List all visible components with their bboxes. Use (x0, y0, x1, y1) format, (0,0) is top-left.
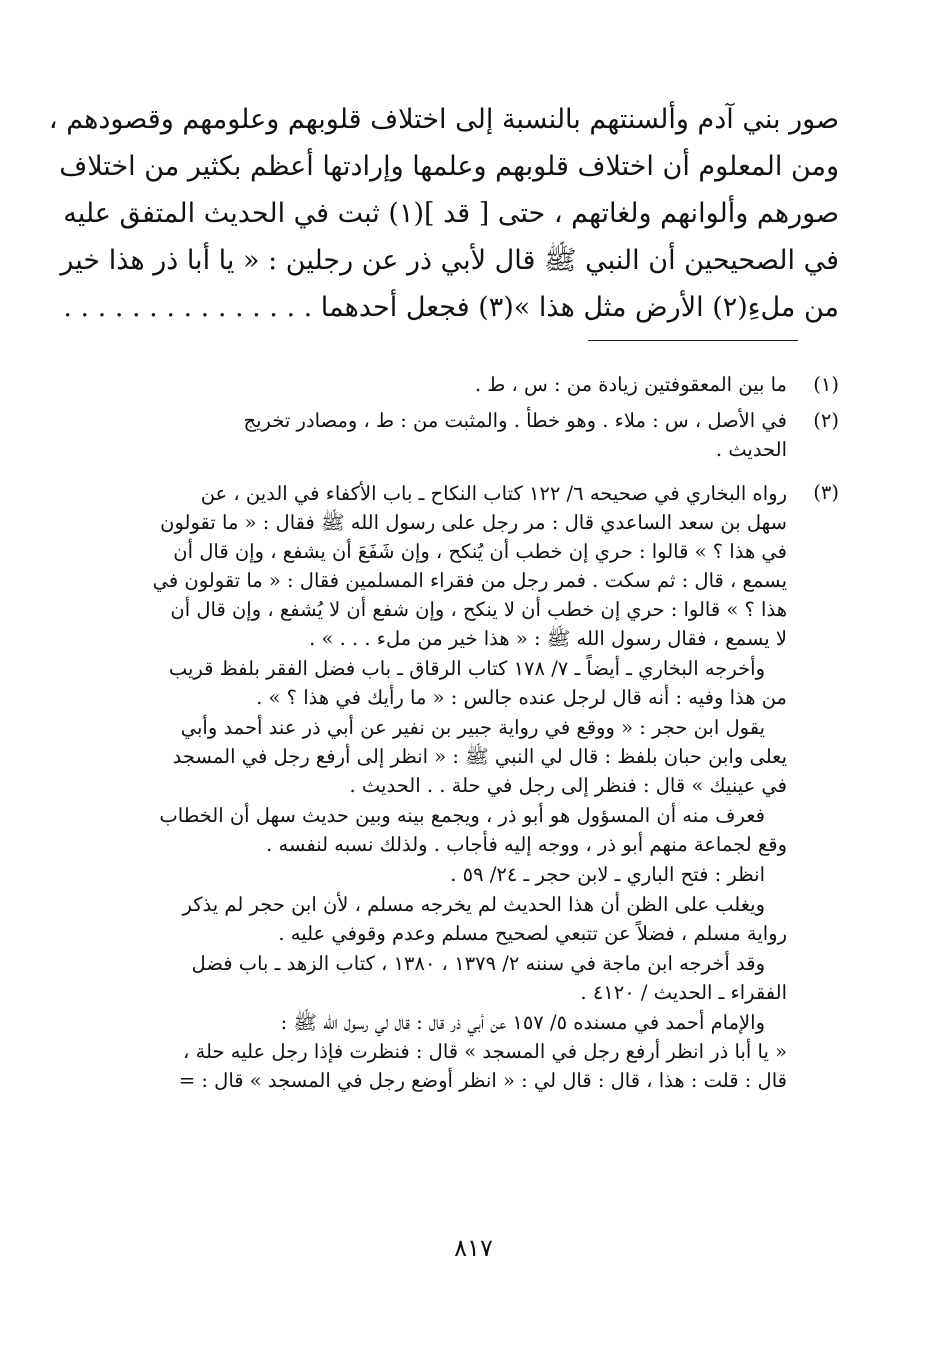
footnote-line: في هذا ؟ » قالوا : حري إن خطب أن يُنكح ، وإن شَفَعَ أن يشفع ، وإن قال أن (173, 540, 787, 563)
footnote-line: ويغلب على الظن أن هذا الحديث لم يخرجه مسلم ، لأن ابن حجر لم يذكر (182, 893, 765, 916)
footnote-paragraph (130, 1008, 787, 1095)
footnote-line: وقد أخرجه ابن ماجة في سننه ٢/ ١٣٧٩ ، ١٣٨٠ ، كتاب الزهد ـ باب فضل (191, 952, 765, 975)
footnote-line: فعرف منه أن المسؤول هو أبو ذر ، ويجمع بينه وبين حديث سهل أن الخطاب (159, 804, 765, 827)
footnote-line: انظر : فتح الباري ـ لابن حجر ـ ٢٤/ ٥٩ . (450, 863, 765, 886)
footnote-line: يعلى وابن حبان بلفظ : قال لي النبي ﷺ : « انظر إلى أرفع رجل في المسجد (172, 745, 787, 768)
footnote-line: والإمام أحمد في مسنده ٥/ ١٥٧ عن أبي ذر قال : قال لي رسول الله ﷺ : (280, 1011, 765, 1034)
footnote-line: في الأصل ، س : ملاء . وهو خطأ . والمثبت من : ط ، ومصادر تخريج (243, 409, 787, 432)
footnote-line: يقول ابن حجر : « ووقع في رواية جبير بن نفير عن أبي ذر عند أحمد وأبي (180, 716, 765, 739)
footnote-line: لا يسمع ، فقال رسول الله ﷺ : « هذا خير من ملء . . . » . (309, 627, 787, 650)
footnote-paragraph (130, 479, 787, 653)
footnote-number: (٣) (813, 481, 839, 504)
footnote-paragraph (130, 890, 787, 948)
main-text (48, 96, 839, 331)
footnote-line: قال : قلت : هذا ، قال : قال لي : « انظر أوضع رجل في المسجد » قال : = (178, 1069, 787, 1092)
footnote-paragraph (130, 860, 787, 889)
footnote-number: (١) (813, 373, 839, 396)
footnote-number: (٢) (813, 409, 839, 432)
footnote-line: الحديث . (715, 438, 787, 461)
footnote-separator (588, 340, 798, 341)
footnote-line: في عينيك » قال : فنظر إلى رجل في حلة . . الحديث . (349, 774, 787, 797)
main-line: من ملءِ(٢) الأرض مثل هذا »(٣) فجعل أحدهما . . . . . . . . . . . . . . . (63, 292, 839, 323)
footnote-line: وأخرجه البخاري ـ أيضاً ـ ٧/ ١٧٨ كتاب الرقاق ـ باب فضل الفقر بلفظ قريب (168, 657, 765, 680)
footnote-paragraph (130, 713, 787, 800)
footnote-paragraph (130, 949, 787, 1007)
footnote-2 (130, 406, 839, 464)
footnote-line: ما بين المعقوفتين زيادة من : س ، ط . (474, 373, 787, 396)
main-line: ومن المعلوم أن اختلاف قلوبهم وعلمها وإرادتها أعظم بكثير من اختلاف (59, 151, 839, 182)
main-line: صورهم وألوانهم ولغاتهم ، حتى [ قد ](١) ثبت في الحديث المتفق عليه (63, 198, 839, 229)
footnote-line: رواية مسلم ، فضلاً عن تتبعي لصحيح مسلم وعدم وقوفي عليه . (278, 922, 787, 945)
footnote-line: من هذا وفيه : أنه قال لرجل عنده جالس : « ما رأيك في هذا ؟ » . (256, 686, 787, 709)
footnote-1 (130, 370, 839, 399)
main-line: في الصحيحين أن النبي ﷺ قال لأبي ذر عن رجلين : « يا أبا ذر هذا خير (60, 245, 839, 276)
footnote-paragraph (130, 654, 787, 712)
footnote-line: وقع لجماعة منهم أبو ذر ، ووجه إليه فأجاب . ولذلك نسبه لنفسه . (266, 833, 787, 856)
page-number: ٨١٧ (454, 1234, 493, 1262)
footnote-line: سهل بن سعد الساعدي قال : مر رجل على رسول الله ﷺ فقال : « ما تقولون (160, 511, 787, 534)
footnote-3 (130, 478, 839, 1095)
footnote-line: رواه البخاري في صحيحه ٦/ ١٢٢ كتاب النكاح ـ باب الأكفاء في الدين ، عن (200, 482, 787, 505)
footnote-line: الفقراء ـ الحديث / ٤١٢٠ . (580, 981, 787, 1004)
main-line: صور بني آدم وألسنتهم بالنسبة إلى اختلاف قلوبهم وعلومهم وقصودهم ، (48, 104, 839, 135)
footnote-line: هذا ؟ » قالوا : حري إن خطب أن لا ينكح ، وإن شفع أن لا يُشفع ، وإن قال أن (170, 598, 787, 621)
footnote-paragraph (130, 801, 787, 859)
footnote-line: « يا أبا ذر انظر أرفع رجل في المسجد » قال : فنظرت فإذا رجل عليه حلة ، (183, 1040, 787, 1063)
footnote-line: يسمع ، قال : ثم سكت . فمر رجل من فقراء المسلمين فقال : « ما تقولون في (152, 569, 787, 592)
